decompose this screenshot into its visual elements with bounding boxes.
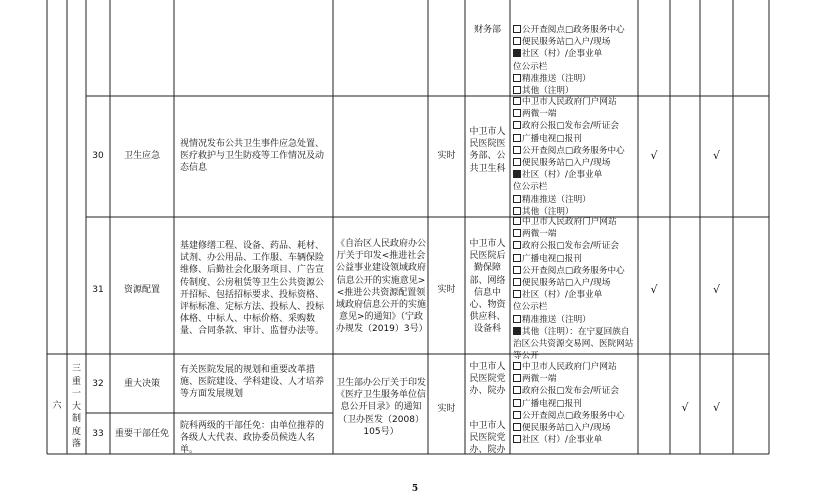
channel-option-label: 公开查阅点□政务服务中心 bbox=[522, 25, 625, 35]
channel-option bbox=[513, 48, 637, 60]
checked-box-icon bbox=[513, 170, 521, 178]
checkbox-icon bbox=[513, 134, 521, 142]
row-30-check-1: √ bbox=[650, 149, 658, 162]
channel-option-label: 精准推送（注明） bbox=[522, 73, 591, 84]
checkbox-icon bbox=[513, 158, 521, 166]
channel-option bbox=[513, 133, 637, 145]
channel-option-label: 便民服务站□入户/现场 bbox=[522, 278, 611, 289]
channel-option bbox=[513, 120, 637, 132]
channel-option-label: 社区（村）/企事业单 bbox=[522, 170, 603, 181]
checkbox-icon bbox=[513, 374, 521, 382]
checkbox-icon bbox=[513, 254, 521, 262]
channel-option-label: 位公示栏 bbox=[513, 61, 548, 72]
checkbox-icon bbox=[513, 217, 521, 225]
checkbox-icon bbox=[513, 207, 521, 215]
channel-option-label: 公开查阅点□政务服务中心 bbox=[522, 410, 625, 421]
channel-option-label: 精准推送（注明） bbox=[522, 194, 591, 205]
checkbox-icon bbox=[513, 241, 521, 249]
row-30-check-3: √ bbox=[712, 149, 720, 162]
page-number: 5 bbox=[411, 484, 419, 494]
category-char: 大 bbox=[71, 401, 81, 412]
channel-option bbox=[513, 265, 637, 277]
row-30-item: 卫生应急 bbox=[123, 151, 160, 161]
checked-box-icon bbox=[513, 327, 521, 335]
row-33-channels bbox=[513, 422, 637, 446]
channel-option bbox=[513, 301, 637, 313]
checkbox-icon bbox=[513, 386, 521, 394]
channel-option bbox=[513, 181, 637, 193]
channel-option bbox=[513, 228, 637, 240]
checkbox-icon bbox=[513, 195, 521, 203]
row-32-content: 有关医院发展的规划和重要改革措施、医院建设、学科建设、人才培养等方面发展规划 bbox=[180, 365, 325, 400]
row-32-item: 重大决策 bbox=[123, 379, 160, 389]
channel-option bbox=[513, 73, 637, 85]
channel-option bbox=[513, 422, 637, 434]
row-30-time: 实时 bbox=[437, 151, 456, 161]
channel-option-label: 中卫市人民政府门户网站 bbox=[522, 217, 617, 227]
row-30-dept: 中卫市人民医院医务部、公共卫生科 bbox=[469, 127, 506, 174]
channel-option-label: 便民服务站□入户/现场 bbox=[522, 37, 611, 48]
checkbox-icon bbox=[513, 315, 521, 323]
channel-option-label: 精准推送（注明） bbox=[522, 314, 591, 325]
checkbox-icon bbox=[513, 362, 521, 370]
row-31-check-3: √ bbox=[712, 283, 720, 296]
channel-option bbox=[513, 277, 637, 289]
checkbox-icon bbox=[513, 37, 521, 45]
row-31-dept: 中卫市人民医院后勤保障部、网络信息中心、物资供应科、设备科 bbox=[469, 239, 506, 335]
channel-option bbox=[513, 326, 637, 363]
channel-option-label: 中卫市人民政府门户网站 bbox=[522, 362, 617, 372]
channel-option bbox=[513, 61, 637, 73]
category-char: 三 bbox=[71, 364, 81, 374]
group-six-category bbox=[67, 363, 86, 451]
checkbox-icon bbox=[513, 435, 521, 443]
channel-option-label: 便民服务站□入户/现场 bbox=[522, 158, 611, 169]
rows-32-33-basis: 卫生部办公厅关于印发《医疗卫生服务单位信息公开目录》的通知（卫办医发（2008）105号） bbox=[336, 378, 427, 437]
checkbox-icon bbox=[513, 109, 521, 117]
group-six-index: 六 bbox=[52, 401, 62, 411]
row-31-item: 资源配置 bbox=[123, 285, 160, 295]
checkbox-icon bbox=[513, 86, 521, 94]
channel-option-label: 政府公报□发布会/听证会 bbox=[522, 241, 619, 252]
row-32-number: 32 bbox=[92, 379, 104, 389]
row-31-check-1: √ bbox=[650, 283, 658, 296]
checkbox-icon bbox=[513, 74, 521, 82]
checkbox-icon bbox=[513, 25, 521, 33]
row-31-basis: 《自治区人民政府办公厅关于印发<推进社会公益事业建设领域政府信息公开的实施意见><推进公共资源配置领域政府信息公开的实施意见>的通知》（宁政办规发（2019）3号） bbox=[336, 239, 428, 335]
channel-option-label: 社区（村）/企事业单 bbox=[522, 290, 603, 301]
row-33-item: 重要干部任免 bbox=[114, 429, 169, 439]
channel-option bbox=[513, 410, 637, 422]
channel-option-label: 公开查阅点□政务服务中心 bbox=[522, 265, 625, 276]
checkbox-icon bbox=[513, 423, 521, 431]
channel-option-label: 政府公报□发布会/听证会 bbox=[522, 386, 619, 397]
row-32-check-3: √ bbox=[712, 401, 720, 414]
channel-option bbox=[513, 289, 637, 301]
channel-option bbox=[513, 96, 637, 108]
channel-option bbox=[513, 216, 637, 228]
channel-option bbox=[513, 169, 637, 181]
row-33-content: 院科两级的干部任免：由单位推荐的各级人大代表、政协委员候选人名单。 bbox=[180, 421, 325, 456]
row-31-time: 实时 bbox=[437, 285, 456, 295]
channel-option-label: 中卫市人民政府门户网站 bbox=[522, 97, 617, 107]
checkbox-icon bbox=[513, 229, 521, 237]
channel-option-label: 广播电视□报刊 bbox=[522, 133, 582, 144]
channel-option bbox=[513, 108, 637, 120]
row-31-content: 基建修缮工程、设备、药品、耗材、试剂、办公用品、工作服、车辆保险维修、后勤社会化服务项目、广告宣传制度、公房租赁等卫生公共资源公开招标、包括招标要求、投标资格、评标标准、定标方法、投标人、投标体格、中标人、中标价格、采购数量、合同条款、审计、监督办法等。 bbox=[180, 241, 325, 337]
channel-option-label: 其他（注明）：在宁夏回族自治区公共资源交易网、医院网站等公开 bbox=[513, 326, 634, 362]
rows-32-33-time: 实时 bbox=[437, 404, 456, 414]
checkbox-icon bbox=[513, 290, 521, 298]
channel-option-label: 社区（村）/企事业单 bbox=[522, 49, 603, 60]
row-32-dept: 中卫市人民医院党办、院办 bbox=[469, 362, 506, 397]
channel-option bbox=[513, 314, 637, 326]
checkbox-icon bbox=[513, 278, 521, 286]
channel-option-label: 其他（注明） bbox=[522, 206, 574, 217]
channel-option-label: 便民服务站□入户/现场 bbox=[522, 423, 611, 433]
channel-option-label: 位公示栏 bbox=[513, 182, 548, 193]
channel-option-label: 两微一端 bbox=[522, 229, 557, 240]
channel-option-label: 两微一端 bbox=[522, 109, 557, 120]
channel-option-label: 两微一端 bbox=[522, 374, 557, 385]
channel-option bbox=[513, 36, 637, 48]
category-char: 制 bbox=[71, 414, 81, 424]
checkbox-icon bbox=[513, 399, 521, 407]
checkbox-icon bbox=[513, 146, 521, 154]
channel-option bbox=[513, 361, 637, 373]
top-dept: 财务部 bbox=[473, 25, 501, 35]
row-30-channels bbox=[513, 96, 637, 218]
channel-option bbox=[513, 253, 637, 265]
category-char: 落 bbox=[71, 439, 81, 449]
checkbox-icon bbox=[513, 266, 521, 274]
channel-option bbox=[513, 24, 637, 36]
channel-option bbox=[513, 157, 637, 169]
row-33-number: 33 bbox=[92, 429, 104, 439]
row-32-check-2: √ bbox=[681, 401, 689, 414]
channel-option bbox=[513, 434, 637, 446]
channel-option bbox=[513, 240, 637, 252]
channel-option-label: 社区（村）/企事业单 bbox=[522, 435, 603, 446]
checked-box-icon bbox=[513, 49, 521, 57]
checkbox-icon bbox=[513, 121, 521, 129]
category-char: 一 bbox=[71, 389, 81, 399]
row-30-content: 视情况发布公共卫生事件应急处置、医疗救护与卫生防疫等工作情况及动态信息 bbox=[180, 139, 325, 174]
row-31-channels bbox=[513, 216, 637, 362]
category-char: 重 bbox=[71, 376, 81, 387]
row-30-number: 30 bbox=[92, 151, 104, 161]
checkbox-icon bbox=[513, 97, 521, 105]
channel-option bbox=[513, 385, 637, 397]
row-32-channels bbox=[513, 361, 637, 422]
channel-option-label: 政府公报□发布会/听证会 bbox=[522, 121, 619, 132]
channel-option-label: 位公示栏 bbox=[513, 302, 548, 313]
channel-option-label: 公开查阅点□政务服务中心 bbox=[522, 145, 625, 156]
channel-option-label: 其他（注明） bbox=[522, 86, 574, 97]
channel-option bbox=[513, 398, 637, 410]
row-33-dept: 中卫市人民医院党办、院办 bbox=[469, 421, 506, 456]
channel-option bbox=[513, 373, 637, 385]
channel-option bbox=[513, 194, 637, 206]
top-channels bbox=[513, 24, 637, 97]
channel-option bbox=[513, 145, 637, 157]
row-31-number: 31 bbox=[92, 285, 104, 295]
channel-option-label: 广播电视□报刊 bbox=[522, 253, 582, 264]
category-char: 度 bbox=[71, 426, 81, 437]
channel-option-label: 广播电视□报刊 bbox=[522, 398, 582, 409]
checkbox-icon bbox=[513, 411, 521, 419]
